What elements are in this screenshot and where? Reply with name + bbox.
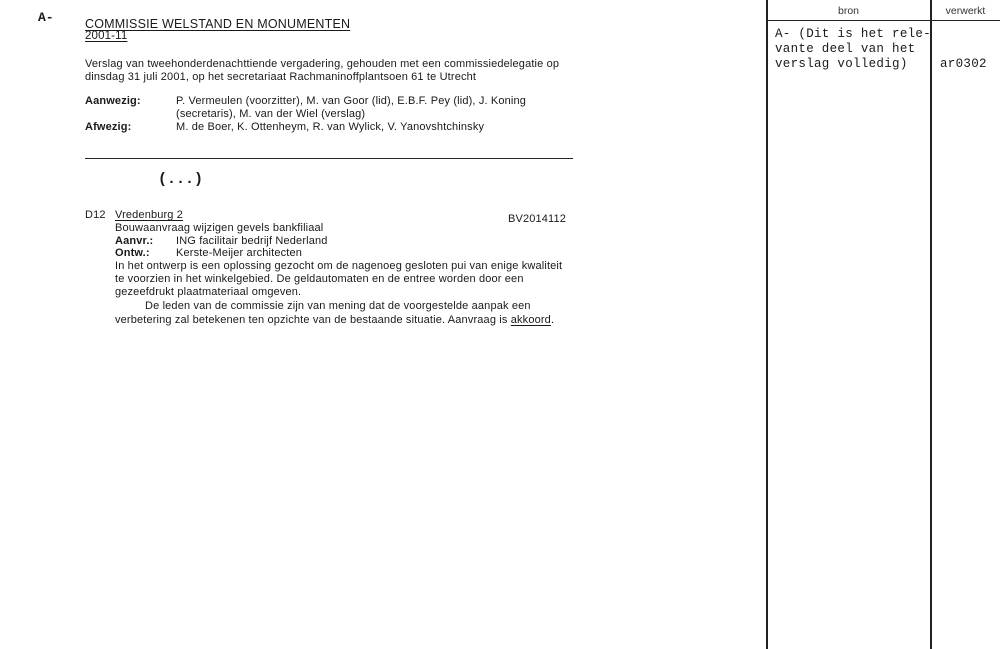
applicant-label: Aanvr.: <box>115 235 154 247</box>
present-line-1: P. Vermeulen (voorzitter), M. van Goor (lid), E.B.F. Pey (lid), J. Koning <box>176 95 527 107</box>
source-note-line-2: vante deel van het <box>775 42 916 56</box>
description-line-1: In het ontwerp is een oplossing gezocht om de nagenoeg gesloten pui van enige kwaliteit <box>115 260 563 272</box>
item-address: Vredenburg 2 <box>115 209 184 221</box>
verdict-period: . <box>550 314 555 326</box>
absent-line-1: M. de Boer, K. Ottenheym, R. van Wylick, V. Yanovshtchinsky <box>176 121 485 133</box>
present-label: Aanwezig: <box>85 95 141 107</box>
opinion-line-1: De leden van de commissie zijn van mening dat de voorgestelde aanpak een <box>145 300 531 312</box>
omission-marker: (...) <box>158 171 204 188</box>
column-header-source: bron <box>837 5 859 17</box>
designer-label: Ontw.: <box>115 247 150 259</box>
source-note-line-3: verslag volledig) <box>775 57 908 71</box>
opinion-line-2 <box>115 314 554 327</box>
present-line-2: (secretaris), M. van der Wiel (verslag) <box>176 108 366 120</box>
designer-value: Kerste-Meijer architecten <box>176 247 303 259</box>
report-title: COMMISSIE WELSTAND EN MONUMENTEN <box>85 17 351 31</box>
intro-line-1: Verslag van tweehonderdenachttiende vergadering, gehouden met een commissiedelegatie op <box>85 58 560 70</box>
header-rule <box>766 20 1000 21</box>
margin-marker: A- <box>38 10 54 25</box>
processed-code: ar0302 <box>940 57 987 71</box>
item-reference: BV2014112 <box>508 213 567 225</box>
description-line-3: gezeefdrukt plaatmateriaal omgeven. <box>115 286 302 298</box>
column-header-processed: verwerkt <box>945 5 986 17</box>
opinion-line-2-text: verbetering zal betekenen ten opzichte van de bestaande situatie. Aanvraag is <box>115 314 511 326</box>
column-line-left <box>766 0 768 649</box>
item-subject: Bouwaanvraag wijzigen gevels bankfiliaal <box>115 222 324 234</box>
section-divider <box>85 158 573 159</box>
applicant-value: ING facilitair bedrijf Nederland <box>176 235 328 247</box>
report-number: 2001-11 <box>85 30 128 42</box>
item-code: D12 <box>85 209 106 221</box>
source-note-line-1: A- (Dit is het rele- <box>775 27 932 41</box>
absent-label: Afwezig: <box>85 121 132 133</box>
intro-line-2: dinsdag 31 juli 2001, op het secretariaat Rachmaninoffplantsoen 61 te Utrecht <box>85 71 477 83</box>
description-line-2: te voorzien in het winkelgebied. De geldautomaten en de entree worden door een <box>115 273 524 285</box>
column-line-middle <box>930 0 932 649</box>
verdict: akkoord <box>510 314 551 326</box>
